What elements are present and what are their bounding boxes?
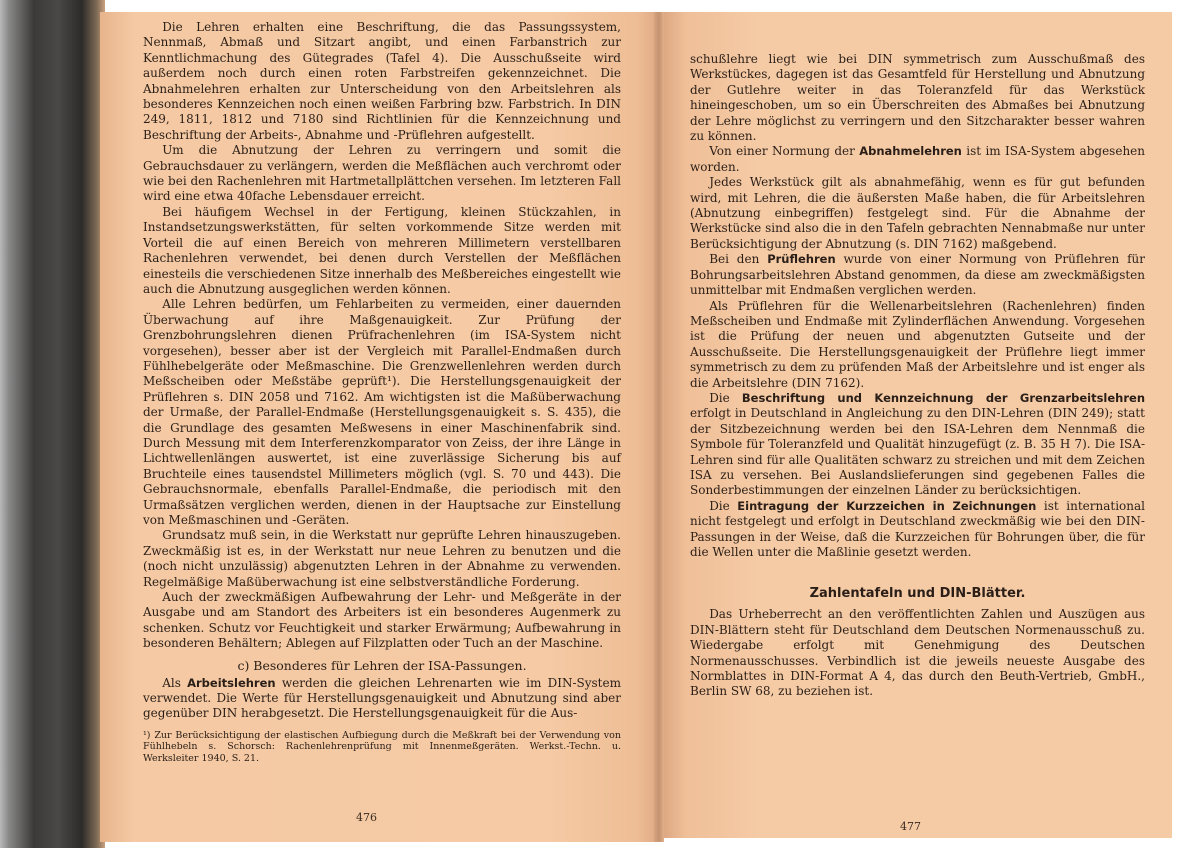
paragraph-text: ist im ISA-System abgesehen worden. — [690, 144, 1145, 174]
paragraph-text: erfolgt in Deutschland in Angleichung zu den DIN-Lehren (DIN 249); statt der Sitzbezeichnung werden bei den ISA-Lehren dem Nennmaß die Symbole für Toleranzfeld und Qualität hinzugefügt (z. B. 35 H 7). Die ISA-Lehren sind für alle Qualitäten schwarz zu streichen und mit dem Zeichen ISA zu versehen. Bei Auslandslieferungen sind gegebenen Falles die Sonderbestimmungen der einzelnen Länder zu berücksichtigen. — [690, 406, 1145, 498]
left-paragraph-3: Bei häufigem Wechsel in der Fertigung, kleinen Stückzahlen, in Instandsetzungswerkstätten, für selten vorkommende Sitze werden mit Vorteil die auf einen Bereich von mehreren Millimetern verstellbaren Rachenlehren verwendet, bei denen durch Verstellen der Meßflächen einesteils die verschiedenen Sitze innerhalb des Meßbereiches eingestellt wie auch die Abnutzung ausgeglichen werden können. — [143, 204, 621, 296]
right-paragraph-3 — [690, 175, 1145, 252]
paragraph-bold-term: Beschriftung und Kennzeichnung der Grenzarbeitslehren — [741, 390, 1146, 405]
left-paragraph-5: Grundsatz muß sein, in die Werkstatt nur geprüfte Lehren hinauszugeben. Zweckmäßig ist es, in der Werkstatt nur neue Lehren zu benutzen und die (noch nicht unzulässig) abgenutzten Lehren in der Abnahme zu verwenden. Regelmäßige Maßüberwachung ist eine selbstverständliche Forderung. — [143, 528, 621, 589]
book-gutter — [654, 12, 664, 842]
right-paragraph-7 — [690, 499, 1145, 561]
left-page-text — [143, 20, 621, 764]
isa-paragraph-lead: Als — [162, 675, 181, 690]
paragraph-bold-term: Prüflehren — [767, 252, 836, 267]
section-heading: Zahlentafeln und DIN-Blätter. — [809, 586, 1026, 602]
page-number-left: 476 — [356, 811, 377, 824]
right-paragraph-1 — [690, 52, 1145, 144]
right-paragraph-2 — [690, 144, 1145, 175]
paragraph-lead: Von einer Normung der — [709, 144, 860, 159]
left-paragraph-6: Auch der zweckmäßigen Aufbewahrung der Lehr- und Meßgeräte in der Ausgabe und am Standort des Arbeiters ist ein besonderes Augenmerk zu schenken. Schutz vor Feuchtigkeit und starker Erwärmung; Aufbewahrung in besonderen Behältern; Ablegen auf Filzplatten oder Tuch an der Maschine. — [143, 590, 621, 651]
book-spine-shadow — [0, 0, 105, 848]
paragraph-bold-term: Eintragung der Kurzzeichen in Zeichnungen — [737, 498, 1037, 513]
paragraph-lead: Die — [709, 498, 738, 513]
isa-paragraph-term: Arbeitslehren — [187, 675, 276, 690]
isa-paragraph-text: werden die gleichen Lehrenarten wie im DIN-System verwendet. Die Werte für Herstellungsgenauigkeit und Abnutzung sind aber gegenüber DIN herabgesetzt. Die Herstellungsgenauigkeit für die Aus- — [143, 675, 621, 721]
right-paragraph-4 — [690, 252, 1145, 298]
footnote: ¹) Zur Berücksichtigung der elastischen Aufbiegung durch die Meßkraft bei der Verwendung von Fühlhebeln s. Schorsch: Rachenlehrenprüfung mit Innenmeßgeräten. Werkst.-Techn. u. Werksleiter 1940, S. 21. — [143, 729, 621, 764]
paragraph-text: wurde von einer Normung von Prüflehren für Bohrungsarbeitslehren Abstand genommen, da diese am zweckmäßigsten unmittelbar mit Endmaßen verglichen werden. — [690, 252, 1146, 298]
left-paragraph-1: Die Lehren erhalten eine Beschriftung, die das Passungssystem, Nennmaß, Abmaß und Sitzart angibt, und einen Farbanstrich zur Kenntlichmachung des Gütegrades (Tafel 4). Die Ausschußseite wird außerdem noch durch einen roten Farbstreifen gekennzeichnet. Die Abnahmelehren erhalten zur Unterscheidung von den Arbeitslehren als besonderes Kennzeichen noch einen weißen Farbring bzw. Farbstrich. In DIN 249, 1811, 1812 und 7180 sind Richtlinien für die Kennzeichnung und Beschriftung der Arbeits-, Abnahme und -Prüflehren aufgestellt. — [143, 20, 621, 142]
right-paragraph-5 — [690, 299, 1145, 391]
right-page-text — [690, 52, 1145, 700]
left-paragraph-4: Alle Lehren bedürfen, um Fehlarbeiten zu vermeiden, einer dauernden Überwachung auf ihre Maßgenauigkeit. Zur Prüfung der Grenzbohrungslehren dienen Prüfrachenlehren (im ISA-System nicht vorgesehen), besser aber ist der Vergleich mit Parallel-Endmaßen durch Fühlhebelgeräte oder Meßmaschine. Die Grenzwellenlehren werden durch Meßscheiben oder Meßstäbe geprüft¹). Die Herstellungsgenauigkeit der Prüflehren s. DIN 2058 und 7162. Am wichtigsten ist die Maßüberwachung der Urmaße, der Parallel-Endmaße (Herstellungsgenauigkeit s. S. 435), die die Grundlage des gesamten Meßwesens in einer Maschinenfabrik sind. Durch Messung mit dem Interferenzkomparator von Zeiss, der ihre Länge in Lichtwellenlängen auswertet, ist eine zuverlässige Sicherung bis auf Bruchteile eines tausendstel Millimeters möglich (vgl. S. 70 und 443). Die Gebrauchsnormale, ebenfalls Parallel-Endmaße, die periodisch mit den Urmaßsätzen verglichen werden, dienen in der Hauptsache zur Einstellung von Meßmaschinen und -Geräten. — [143, 297, 621, 527]
paragraph-bold-term: Abnahmelehren — [859, 144, 962, 159]
paragraph-lead: Die — [709, 390, 742, 405]
page-number-right: 477 — [900, 820, 921, 833]
right-paragraphs — [690, 52, 1145, 560]
isa-subheading: c) Besonderes für Lehren der ISA-Passungen. — [237, 657, 527, 673]
paragraph-text: Als Prüflehren für die Wellenarbeitslehren (Rachenlehren) finden Meßscheiben und Endmaße mit Zylinderflächen Anwendung. Vorgesehen ist die Prüfung der neuen und abgenutzten Gutseite und der Ausschußseite. Die Herstellungsgenauigkeit der Prüflehre liegt immer symmetrisch zu dem zu prüfenden Maß der Arbeitslehre und ist enger als die Arbeitslehre (DIN 7162). — [690, 298, 1145, 390]
section-paragraph: Das Urheberrecht an den veröffentlichten Zahlen und Auszügen aus DIN-Blättern steht für Deutschland dem Deutschen Normenausschuß zu. Wiedergabe erfolgt mit Genehmigung des Deutschen Normenausschusses. Verbindlich ist die jeweils neueste Ausgabe des Normblattes in DIN-Format A 4, das durch den Beuth-Vertrieb, GmbH., Berlin SW 68, zu beziehen ist. — [690, 607, 1145, 699]
left-paragraph-2: Um die Abnutzung der Lehren zu verringern und somit die Gebrauchsdauer zu verlängern, werden die Meßflächen auch verchromt oder wie bei den Rachenlehren mit Hartmetallplättchen versehen. Im letzteren Fall wird eine etwa 40fache Lebensdauer erreicht. — [143, 143, 621, 204]
paragraph-text: schußlehre liegt wie bei DIN symmetrisch zum Ausschußmaß des Werkstückes, dagegen ist das Gesamtfeld für Herstellung und Abnutzung der Gutlehre weiter in das Toleranzfeld für das Werkstück hineingeschoben, um so ein Überschreiten des Abmaßes bei Abnutzung der Lehre möglichst zu verringern und den Sitzcharakter besser wahren zu können. — [690, 52, 1145, 144]
paragraph-text: Jedes Werkstück gilt als abnahmefähig, wenn es für gut befunden wird, mit Lehren, die die äußersten Maße haben, die für Arbeitslehren (Abnutzung einbegriffen) festgelegt sind. Für die Abnahme der Werkstücke sind also die in den Tafeln gebrachten Nennabmaße nur unter Berücksichtigung der Abnutzung (s. DIN 7162) maßgebend. — [690, 175, 1145, 251]
right-paragraph-6 — [690, 391, 1145, 499]
paragraph-text: ist international nicht festgelegt und erfolgt in Deutschland zweckmäßig wie bei den DIN-Passungen in der Weise, daß die Kurzzeichen für Bohrungen über, die für die Wellen unter die Maßlinie gesetzt werden. — [690, 498, 1145, 559]
paragraph-lead: Bei den — [709, 252, 768, 267]
isa-paragraph — [143, 676, 621, 722]
